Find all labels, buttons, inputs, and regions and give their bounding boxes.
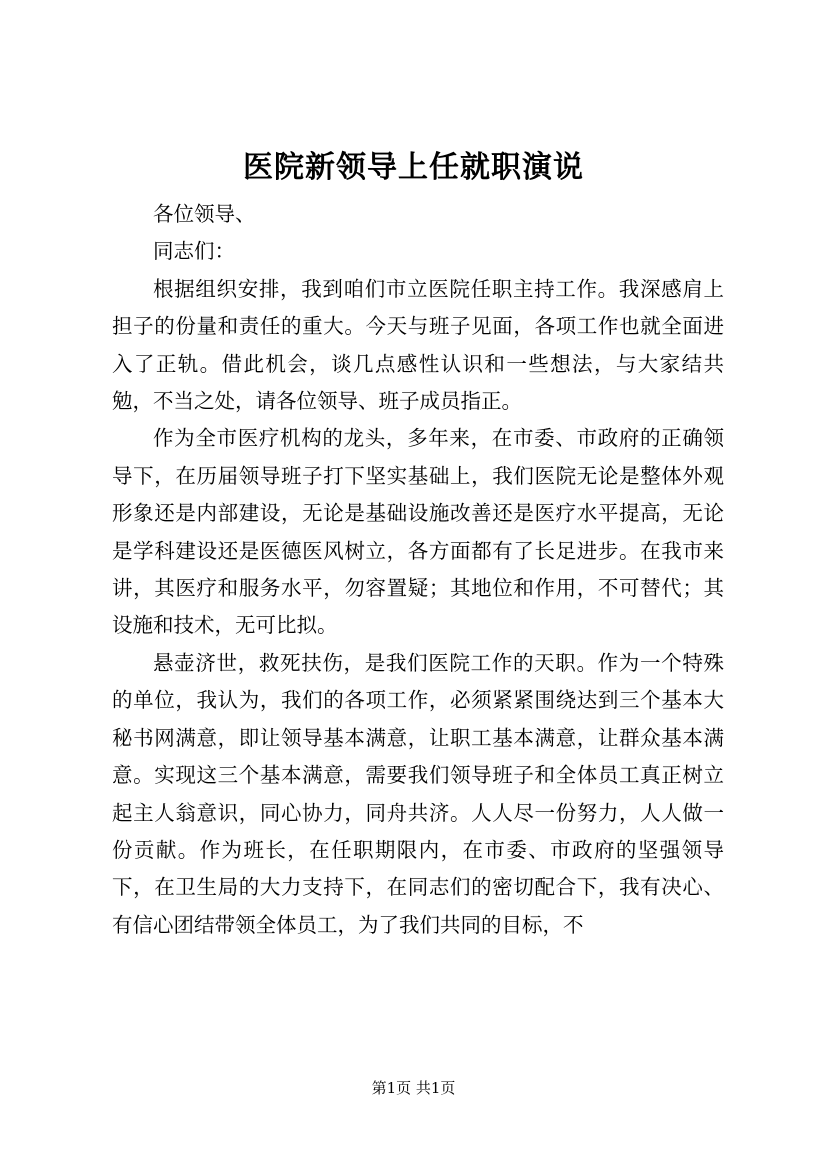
paragraph: 根据组织安排，我到咱们市立医院任职主持工作。我深感肩上担子的份量和责任的重大。今天与班子见面，各项工作也就全面进入了正轨。借此机会，谈几点感性认识和一些想法，与大家结共勉，不当之处，请各位领导、班子成员指正。 [112,276,724,414]
salutation-line: 同志们： [153,239,235,264]
page-footer: 第1页 共1页 [371,1079,456,1097]
document-title: 医院新领导上任就职演说 [243,150,584,185]
document-body [112,196,724,944]
paragraph: 悬壶济世，救死扶伤，是我们医院工作的天职。作为一个特殊的单位，我认为，我们的各项工作，必须紧紧围绕达到三个基本大秘书网满意，即让领导基本满意，让职工基本满意，让群众基本满意。实现这三个基本满意，需要我们领导班子和全体员工真正树立起主人翁意识，同心协力，同舟共济。人人尽一份努力，人人做一份贡献。作为班长，在任职期限内，在市委、市政府的坚强领导下，在卫生局的大力支持下，在同志们的密切配合下，我有决心、有信心团结带领全体员工，为了我们共同的目标，不 [112,650,724,937]
paragraph: 作为全市医疗机构的龙头，多年来，在市委、市政府的正确领导下，在历届领导班子打下坚实基础上，我们医院无论是整体外观形象还是内部建设，无论是基础设施改善还是医疗水平提高，无论是学科建设还是医德医风树立，各方面都有了长足进步。在我市来讲，其医疗和服务水平，勿容置疑；其地位和作用，不可替代；其设施和技术，无可比拟。 [112,426,724,638]
salutation-line: 各位领导、 [153,202,256,226]
